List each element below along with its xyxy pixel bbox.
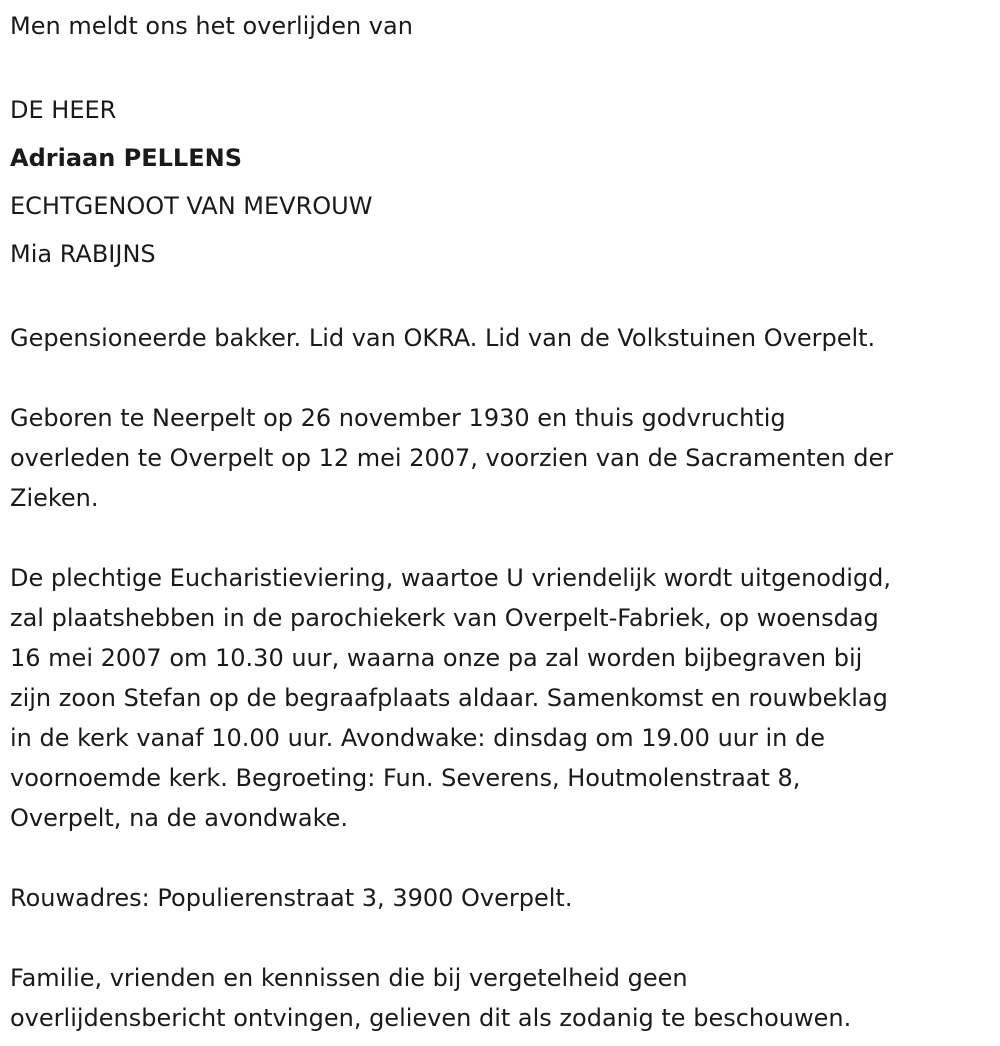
birth-death-line: Geboren te Neerpelt op 26 november 1930 en thuis godvruchtig — [10, 404, 786, 432]
ceremony-line: Overpelt, na de avondwake. — [10, 804, 349, 832]
spouse-prefix: ECHTGENOOT VAN MEVROUW — [10, 192, 373, 220]
intro-paragraph — [10, 6, 990, 46]
ceremony-line: zijn zoon Stefan op de begraafplaats aldaar. Samenkomst en rouwbeklag — [10, 684, 888, 712]
spacer — [10, 46, 990, 86]
closing-paragraph — [10, 958, 990, 1038]
ceremony-line: in de kerk vanaf 10.00 uur. Avondwake: dinsdag om 19.00 uur in de — [10, 724, 826, 752]
closing-line: overlijdensbericht ontvingen, gelieven dit als zodanig te beschouwen. — [10, 1004, 852, 1032]
occupation-text: Gepensioneerde bakker. Lid van OKRA. Lid van de Volkstuinen Overpelt. — [10, 324, 876, 352]
deceased-name: Adriaan PELLENS — [10, 144, 242, 172]
birth-death-line: Zieken. — [10, 484, 99, 512]
spacer — [10, 518, 990, 558]
occupation-paragraph — [10, 318, 990, 358]
spacer — [10, 358, 990, 398]
spacer — [10, 838, 990, 878]
mourning-address: Rouwadres: Populierenstraat 3, 3900 Overpelt. — [10, 884, 573, 912]
ceremony-paragraph — [10, 558, 990, 838]
birth-death-paragraph — [10, 398, 990, 518]
intro-text: Men meldt ons het overlijden van — [10, 12, 413, 40]
ceremony-line: De plechtige Eucharistieviering, waartoe U vriendelijk wordt uitgenodigd, — [10, 564, 891, 592]
ceremony-line: zal plaatshebben in de parochiekerk van Overpelt-Fabriek, op woensdag — [10, 604, 879, 632]
address-paragraph — [10, 878, 990, 918]
ceremony-line: voornoemde kerk. Begroeting: Fun. Severens, Houtmolenstraat 8, — [10, 764, 801, 792]
spouse-name: Mia RABIJNS — [10, 240, 156, 268]
spacer — [10, 918, 990, 958]
title-prefix: DE HEER — [10, 96, 117, 124]
closing-line: Familie, vrienden en kennissen die bij vergetelheid geen — [10, 964, 688, 992]
spacer — [10, 278, 990, 318]
name-block — [10, 86, 990, 278]
birth-death-line: overleden te Overpelt op 12 mei 2007, voorzien van de Sacramenten der — [10, 444, 894, 472]
ceremony-line: 16 mei 2007 om 10.30 uur, waarna onze pa zal worden bijbegraven bij — [10, 644, 863, 672]
